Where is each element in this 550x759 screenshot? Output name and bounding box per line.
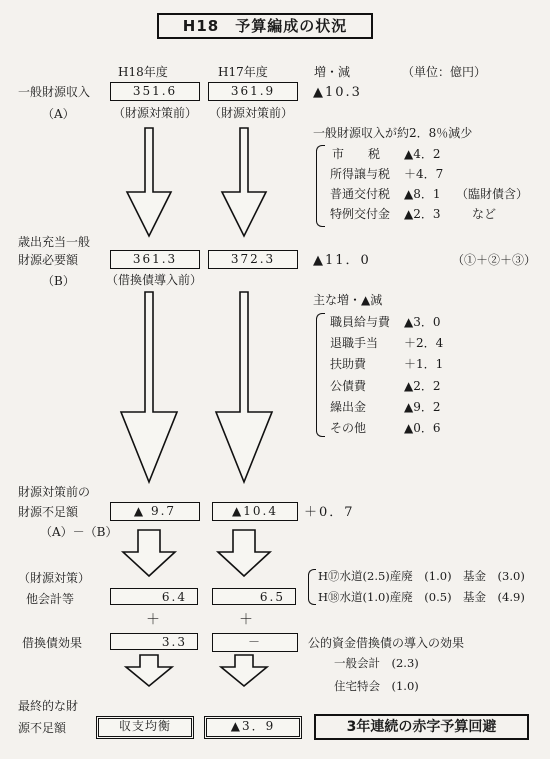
revenue-item-name: 所得譲与税 bbox=[330, 167, 391, 181]
row-d-label: （財源対策） bbox=[18, 571, 91, 585]
revenue-item-name: 特例交付金 bbox=[330, 207, 391, 221]
expense-item-name: 職員給与費 bbox=[330, 315, 391, 329]
row-c-h17-value: ▲10.4 bbox=[212, 502, 298, 521]
expense-item-value: ▲3．0 bbox=[404, 315, 441, 329]
row-f-h17-value: ▲3．9 bbox=[204, 716, 302, 739]
row-d-note-h18: H⑱水道(1.0)産廃 (0.5) 基金 (4.9) bbox=[318, 590, 525, 604]
down-arrow-icon bbox=[123, 530, 175, 576]
down-arrow-icon bbox=[218, 530, 270, 576]
row-e-sub-2: 住宅特会 (1.0) bbox=[334, 679, 419, 693]
revenue-item-value: ▲8．1 bbox=[404, 187, 441, 201]
down-arrow-icon bbox=[126, 655, 172, 686]
row-b-change: ▲11．0 bbox=[313, 253, 371, 268]
row-c-change: ＋0．7 bbox=[304, 505, 355, 520]
row-d-h18-value: 6.4 bbox=[110, 588, 198, 605]
row-a-h18-note: （財源対策前） bbox=[113, 106, 198, 120]
row-b-formula: （①＋②＋③） bbox=[452, 253, 537, 267]
down-arrow-icon bbox=[222, 128, 266, 236]
header-h18: H18年度 bbox=[118, 65, 168, 79]
revenue-item-value: ▲2．3 bbox=[404, 207, 441, 221]
row-b-label-2: 財源必要額 bbox=[18, 253, 79, 267]
row-a-label: 一般財源収入 bbox=[18, 85, 91, 99]
revenue-item-value: ＋4．7 bbox=[404, 167, 444, 181]
row-e-h17-value: － bbox=[212, 633, 298, 652]
row-f-label-1: 最終的な財 bbox=[18, 699, 79, 713]
down-arrow-icon bbox=[221, 655, 267, 686]
header-change: 増・減 bbox=[314, 65, 351, 79]
revenue-item-extra: など bbox=[472, 207, 497, 221]
expense-item-name: 繰出金 bbox=[330, 400, 367, 414]
row-c-h18-value: ▲ 9.7 bbox=[110, 502, 200, 521]
down-arrow-icon bbox=[127, 128, 171, 236]
row-e-note: 公的資金借換債の導入の効果 bbox=[308, 636, 465, 650]
row-c-sub: （A）－（B） bbox=[40, 525, 118, 539]
row-e-label: 借換債効果 bbox=[22, 636, 83, 650]
down-arrow-icon bbox=[216, 292, 272, 482]
row-f-h18-value: 収支均衡 bbox=[96, 716, 194, 739]
row-a-h17-value: 361.9 bbox=[208, 82, 298, 101]
page-title: H18 予算編成の状況 bbox=[157, 13, 373, 39]
row-a-sub: （A） bbox=[42, 107, 75, 121]
expense-item-value: ▲2．2 bbox=[404, 379, 441, 393]
plus-sign: ＋ bbox=[146, 612, 160, 628]
row-a-h17-note: （財源対策前） bbox=[209, 106, 294, 120]
revenue-item-value: ▲4．2 bbox=[404, 147, 441, 161]
row-a-change: ▲10.3 bbox=[313, 85, 362, 100]
row-f-label-2: 源不足額 bbox=[18, 721, 67, 735]
result-box: 3年連続の赤字予算回避 bbox=[314, 714, 529, 740]
down-arrow-icon bbox=[121, 292, 177, 482]
revenue-item-name: 普通交付税 bbox=[330, 187, 391, 201]
expense-item-name: その他 bbox=[330, 421, 367, 435]
row-b-label-1: 歳出充当一般 bbox=[18, 235, 91, 249]
row-c-label-2: 財源不足額 bbox=[18, 505, 79, 519]
row-b-h18-value: 361.3 bbox=[110, 250, 200, 269]
row-d-h17-value: 6.5 bbox=[212, 588, 296, 605]
plus-sign: ＋ bbox=[239, 612, 253, 628]
expense-item-value: ▲0．6 bbox=[404, 421, 441, 435]
expense-item-value: ▲9．2 bbox=[404, 400, 441, 414]
row-c-label-1: 財源対策前の bbox=[18, 485, 91, 499]
expense-note-heading: 主な増・▲減 bbox=[313, 293, 383, 307]
expense-item-name: 扶助費 bbox=[330, 357, 367, 371]
expense-item-value: ＋2．4 bbox=[404, 336, 444, 350]
row-b-h17-value: 372.3 bbox=[208, 250, 298, 269]
row-e-h18-value: 3.3 bbox=[110, 633, 198, 650]
revenue-item-name: 市 税 bbox=[332, 147, 381, 161]
row-b-sub: （B） bbox=[42, 274, 75, 288]
row-e-sub-1: 一般会計 (2.3) bbox=[334, 656, 419, 670]
expense-item-value: ＋1．1 bbox=[404, 357, 444, 371]
header-unit: （単位：億円） bbox=[402, 65, 487, 79]
expense-item-name: 公債費 bbox=[330, 379, 367, 393]
header-h17: H17年度 bbox=[218, 65, 268, 79]
revenue-note-heading: 一般財源収入が約2．8％減少 bbox=[313, 126, 473, 140]
expense-item-name: 退職手当 bbox=[330, 336, 379, 350]
row-a-h18-value: 351.6 bbox=[110, 82, 200, 101]
row-d-note-h17: H⑰水道(2.5)産廃 (1.0) 基金 (3.0) bbox=[318, 569, 525, 583]
row-b-h18-note: （借換債導入前） bbox=[106, 273, 203, 287]
revenue-item-extra: （臨財債含） bbox=[456, 187, 529, 201]
row-d-label-2: 他会計等 bbox=[26, 592, 75, 606]
